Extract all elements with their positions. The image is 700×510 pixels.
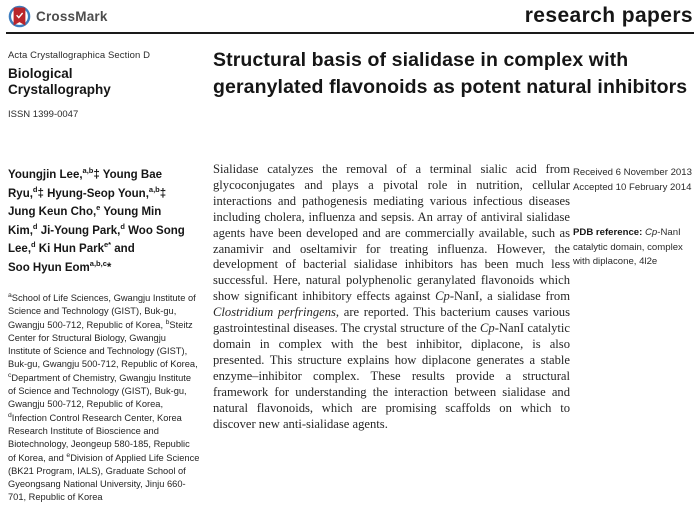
authors-block: Youngjin Lee,$^{a,b}$‡ Young Bae Ryu,$^d$‡ Hyung-Seop Youn,$^{a,b}$‡ Jung Keun Cho,$^e$ Young Min Kim,$^d$ Ji-Young Park,$^d$ Woo Song Lee,$^d$ Ki Hun Park$^{e*}$ and Soo Hyun Eom$^{a,b,c}$* <box>8 166 185 274</box>
article-info <box>573 166 697 270</box>
journal-name-line1: Biological <box>8 66 73 81</box>
journal-name-line2: Crystallography <box>8 81 111 97</box>
crossmark-button[interactable] <box>8 4 108 29</box>
affiliations-block: $^a$School of Life Sciences, Gwangju Institute of Science and Technology (GIST), Buk-gu, Gwangju 500-712, Republic of Korea, $^b$Steitz Center for Structural Biology, Gwangju Institute of Science and Technology (GIST), Buk-gu, Gwangju 500-712, Republic of Korea, $^c$Department of Chemistry, Gwangju Institute of Science and Technology (GIST), Buk-gu, Gwangju 500-712, Republic of Korea, $^d$Infection Control Research Center, Korea Research Institute of Bioscience and Biotechnology, Jeongeup 580-185, Republic of Korea, and $^e$Division of Applied Life Science (BK21 Program, IALS), Graduate School of Gyeongsang National University, Jinju 660-701, Republic of Korea <box>8 291 200 503</box>
pdb-reference: PDB reference: Cp-NanI catalytic domain, complex with diplacone, 4l2e <box>573 227 683 267</box>
journal-info <box>8 50 204 120</box>
accepted-date: Accepted 10 February 2014 <box>573 181 692 193</box>
abstract-text: Sialidase catalyzes the removal of a terminal sialic acid from glycoconjugates and plays a pivotal role in nutrition, cellular interactions and pathogenesis mediating various infectious diseases including cholera, influenza and sepsis. An array of antiviral sialidase agents have been developed and are commercially available, such as zanamivir and oseltamivir for treating influenza. However, the development of bacterial sialidase inhibitors has been much less successful. Here, natural polyphenolic geranylated flavonoids which show significant inhibitory effects against Cp-NanI, a sialidase from Clostridium perfringens, are reported. This bacterium causes various gastrointestinal diseases. The crystal structure of the Cp-NanI catalytic domain in complex with the best inhibitor, diplacone, is also presented. This structure explains how diplacone generates a stable enzyme–inhibitor complex. These results provide a structural framework for understanding the interaction between sialidase and natural flavonoids, which are promising scaffolds on which to discover new anti-sialidase agents. <box>213 162 570 431</box>
journal-name <box>8 66 204 97</box>
crossmark-icon <box>8 4 31 29</box>
paper-title: Structural basis of sialidase in complex with geranylated flavonoids as potent natural inhibitors <box>213 49 688 98</box>
section-label: research papers <box>524 4 693 27</box>
header-rule <box>6 32 694 34</box>
journal-issn: ISSN 1399-0047 <box>8 109 79 120</box>
journal-series: Acta Crystallographica Section D <box>8 50 151 61</box>
received-date: Received 6 November 2013 <box>573 167 692 178</box>
crossmark-label: CrossMark <box>36 9 108 24</box>
